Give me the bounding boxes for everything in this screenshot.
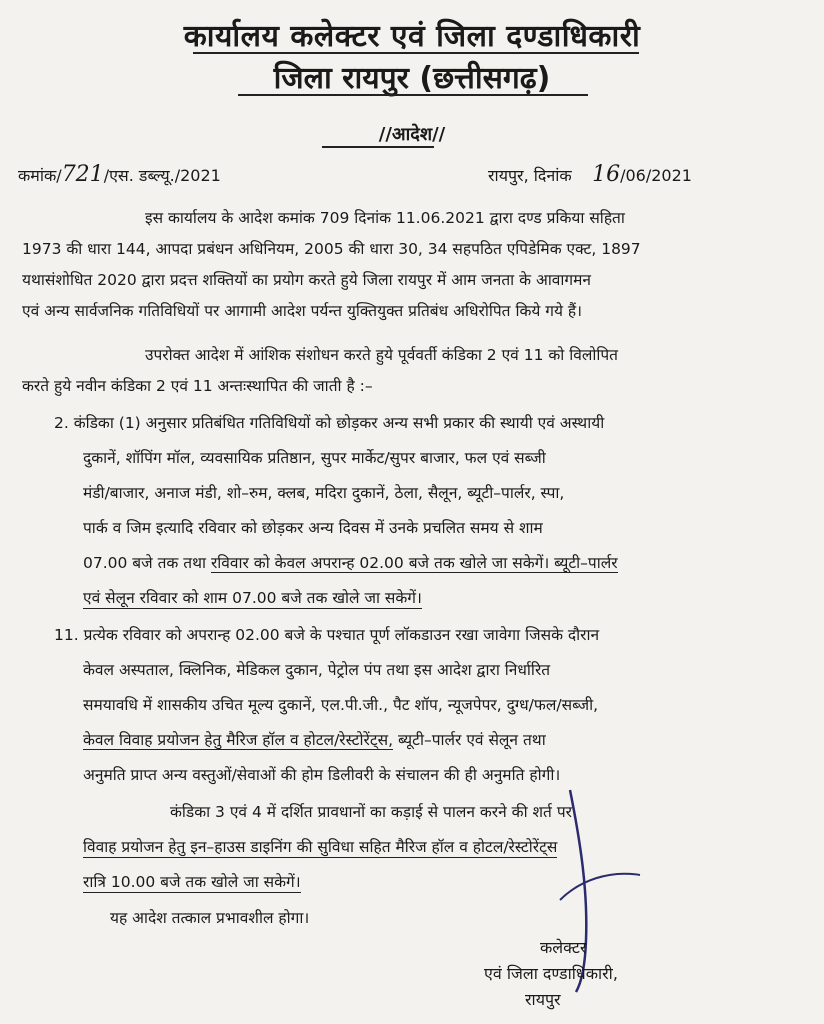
order-underline — [322, 146, 434, 148]
signatory-place: रायपुर — [525, 990, 561, 1009]
handwritten-number: 721 — [61, 162, 104, 187]
order-document: कार्यालय कलेक्टर एवं जिला दण्डाधिकारी जिला रायपुर (छत्तीसगढ़) //आदेश// कमांक/721/एस. डब्ल्यू./2021 रायपुर, दिनांक 16/06/2021 इस कार्यालय के आदेश कमांक 709 दिनांक 11.06.2021 द्वारा दण्ड प्रकिया सहिता 1973 की धारा 144, आपदा प्रबंधन अधिनियम, 2005 की धारा 30, 34 सहपठित एपिडेमिक एक्ट, 1897 यथासंशोधित 2020 द्वारा प्रदत्त शक्तियों का प्रयोग करते हुये जिला रायपुर में आम जनता के आवागमन एवं अन्य सार्वजनिक गतिविधियों पर आगामी आदेश पर्यन्त युक्तियुक्त प्रतिबंध अधिरोपित किये गये हैं। उपरोक्त आदेश में आंशिक संशोधन करते हुये पूर्ववर्ती कंडिका 2 एवं 11 को विलोपित करते हुये नवीन कंडिका 2 एवं 11 अन्तःस्थापित की जाती है :– 2. कंडिका (1) अनुसार प्रतिबंधित गतिविधियों को छोड़कर अन्य सभी प्रकार की स्थायी एवं अस्थायी दुकानें, शॉपिंग मॉल, व्यवसायिक प्रतिष्ठान, सुपर मार्केट/सुपर बाजार, फल एवं सब्जी मंडी/बाजार, अनाज मंडी, शो–रुम, क्लब, मदिरा दुकानें, ठेला, सैलून, ब्यूटी–पार्लर, स्पा, पार्क व जिम इत्यादि रविवार को छोड़कर अन्य दिवस में उनके प्रचलित समय से शाम 07.00 बजे तक तथा रविवार को केवल अपरान्ह 02.00 बजे तक खोले जा सकेगें। ब्यूटी–पार्लर एवं सेलून रविवार को शाम 07.00 बजे तक खोले जा सकेगें। 11. प्रत्येक रविवार को अपरान्ह 02.00 बजे के पश्चात पूर्ण लॉकडाउन रखा जावेगा जिसके दौरान केवल अस्पताल, क्लिनिक, मेडिकल दुकान, पेट्रोल पंप तथा इस आदेश द्वारा निर्धारित समयावधि में शासकीय उचित मूल्य दुकानें, एल.पी.जी., पैट शॉप, न्यूजपेपर, दुग्ध/फल/सब्जी, केवल विवाह प्रयोजन हेतु मैरिज हॉल व होटल/रेस्टोरेंट्स, ब्यूटी–पार्लर एवं सेलून तथा अनुमति प्राप्त अन्य वस्तुओं/सेवाओं की होम डिलीवरी के संचालन की ही अनुमति होगी। कंडिका 3 एवं 4 में दर्शित प्रावधानों का कड़ाई से पालन करने की शर्त पर विवाह प्रयोजन हेतु इन–हाउस डाइनिंग की सुविधा सहित मैरिज हॉल व होटल/रेस्टोरेंट्स रात्रि 10.00 बजे तक खोले जा सकेगें। यह आदेश तत्काल प्रभावशील होगा। कलेक्टर एवं जिला दण्डाधिकारी, रायपुर — [0, 0, 824, 1024]
handwritten-day: 16 — [592, 162, 621, 187]
signatory-designation: कलेक्टर — [540, 938, 587, 957]
office-title: कार्यालय कलेक्टर एवं जिला दण्डाधिकारी — [183, 19, 641, 54]
title-underline — [193, 52, 639, 54]
order-date: रायपुर, दिनांक 16/06/2021 — [488, 162, 692, 187]
reference-number: कमांक/721/एस. डब्ल्यू./2021 — [18, 162, 221, 187]
district-title: जिला रायपुर (छत्तीसगढ़) — [273, 61, 551, 96]
order-heading: //आदेश// — [378, 124, 446, 145]
signatory-designation-2: एवं जिला दण्डाधिकारी, — [484, 964, 618, 983]
district-underline — [238, 94, 588, 96]
